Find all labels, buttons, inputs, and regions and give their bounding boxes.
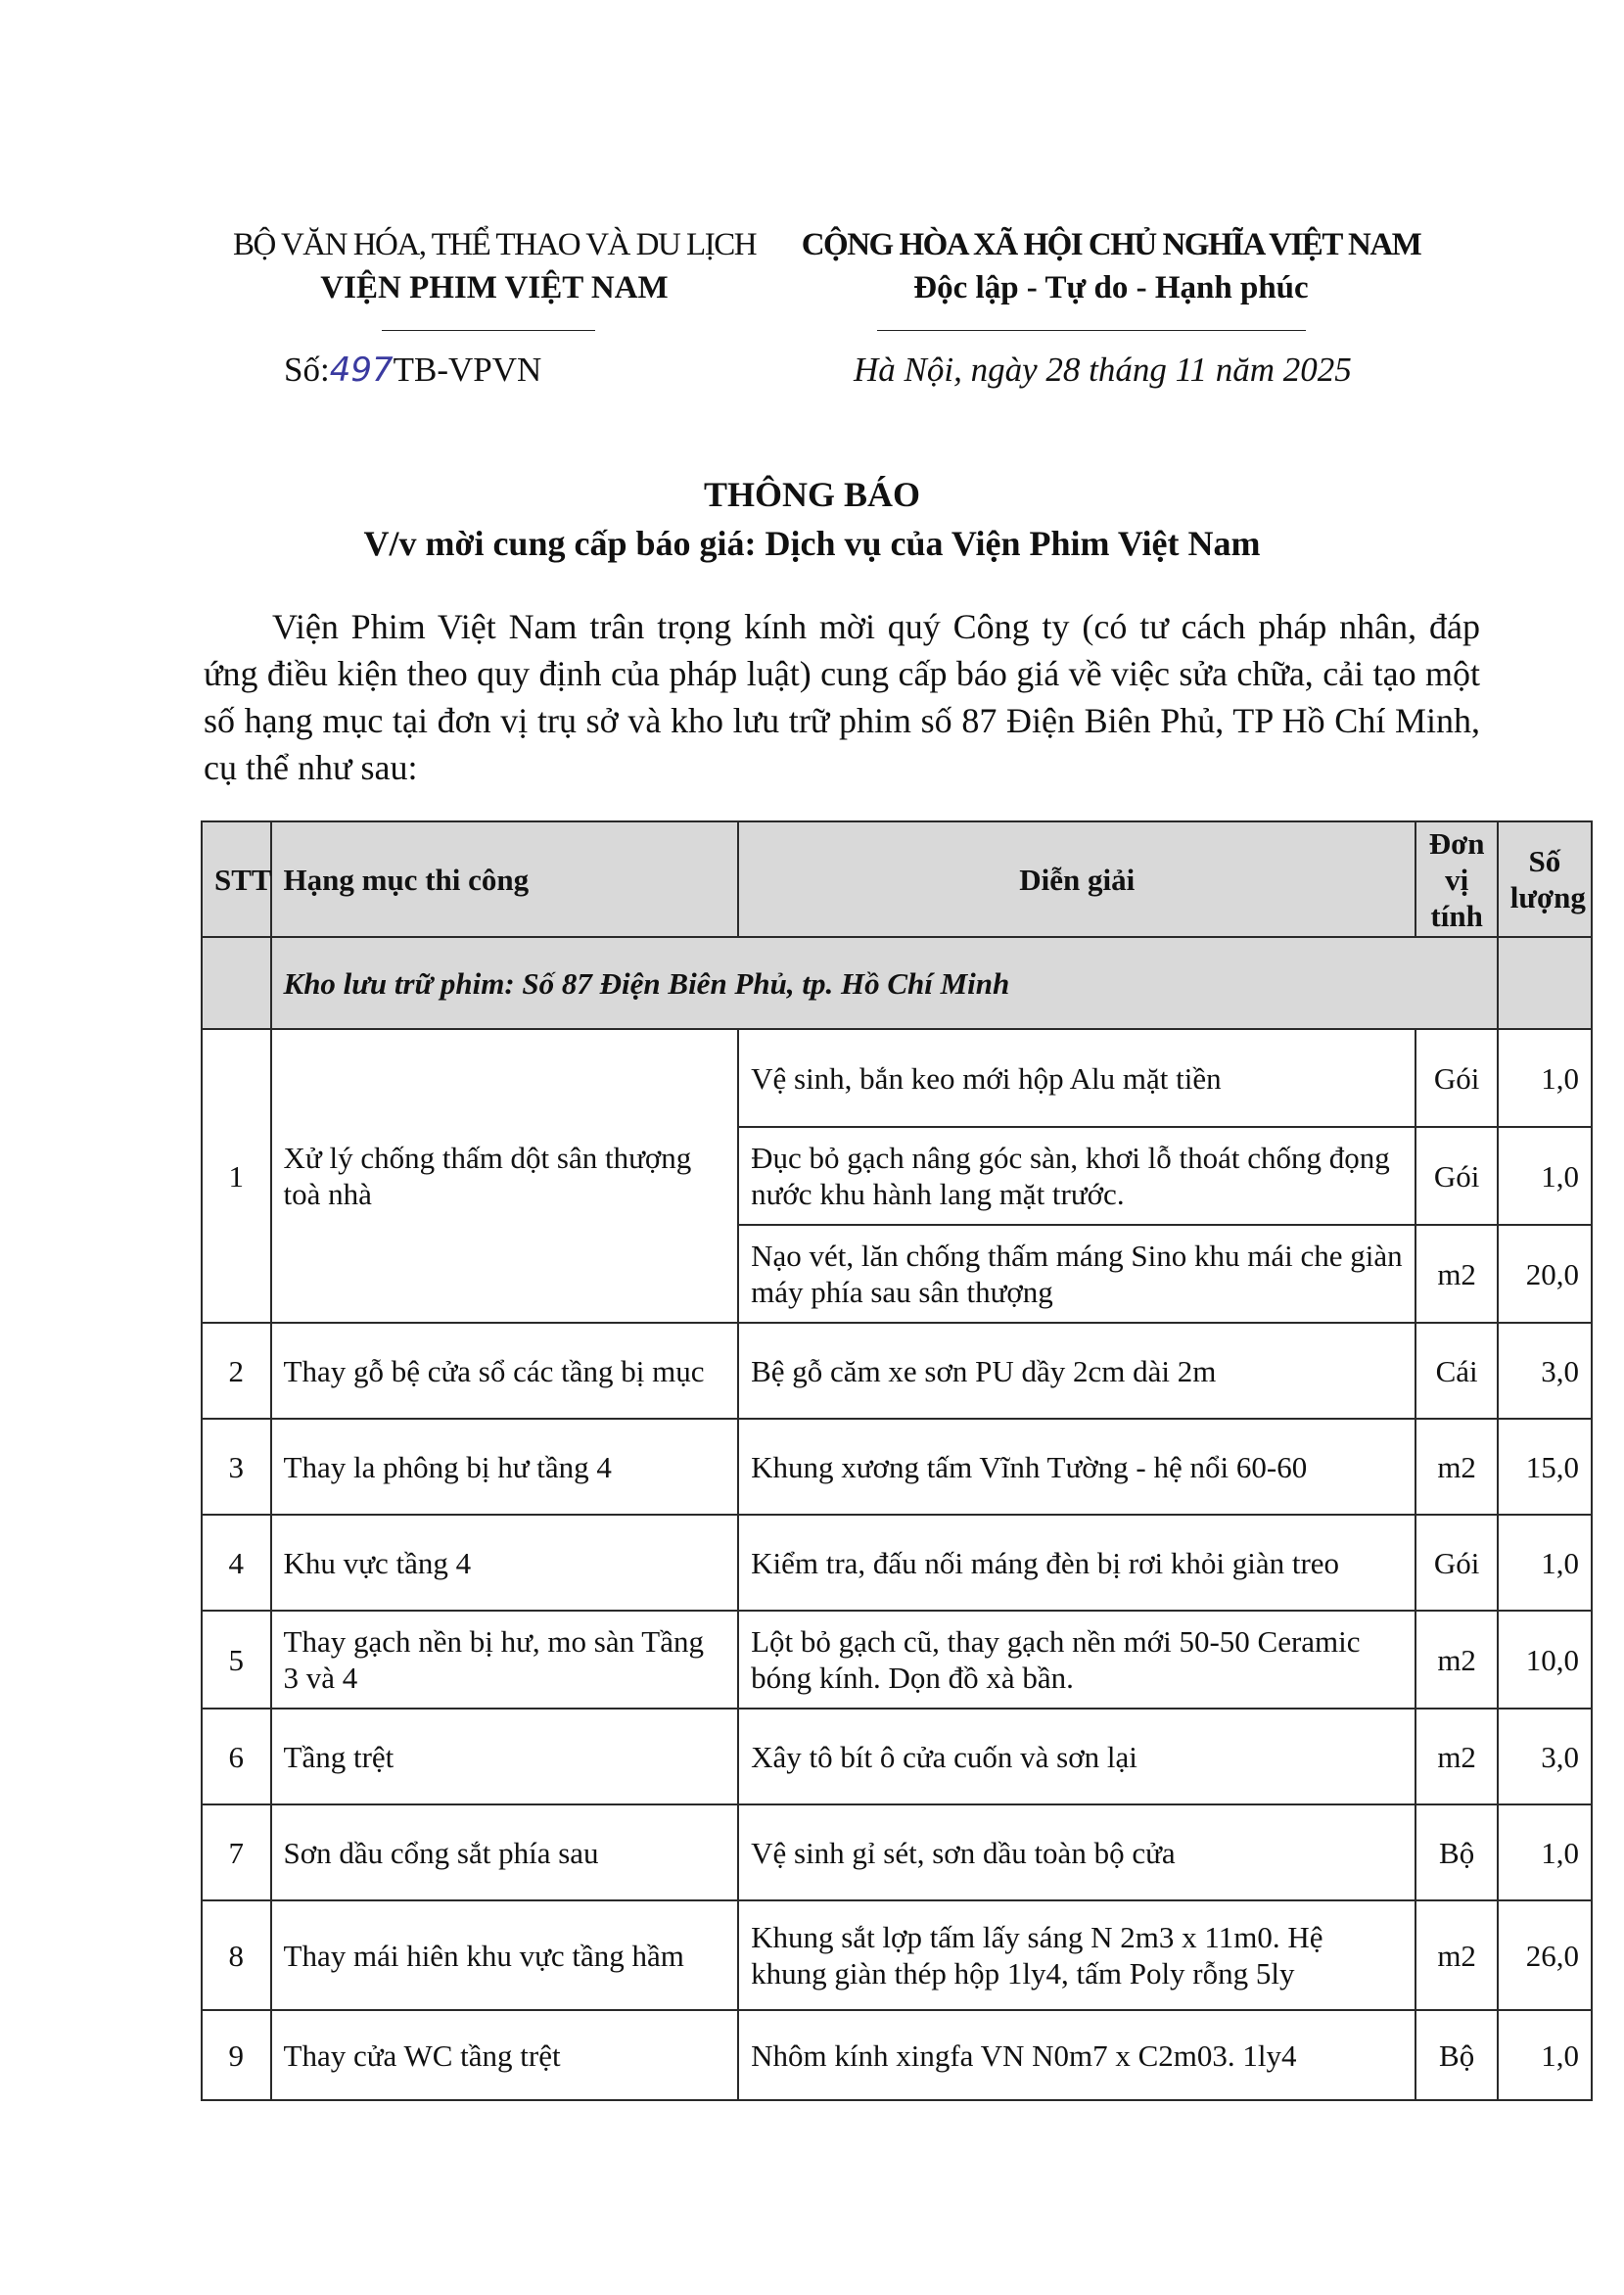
row-item: Thay mái hiên khu vực tầng hầm [271, 1900, 739, 2010]
row-qty: 3,0 [1498, 1323, 1592, 1419]
row-stt: 6 [202, 1709, 271, 1804]
row-unit: m2 [1415, 1419, 1497, 1515]
row-unit: m2 [1415, 1611, 1497, 1709]
header-left-rule [382, 330, 595, 331]
row-desc: Bệ gỗ căm xe sơn PU dầy 2cm dài 2m [738, 1323, 1415, 1419]
doc-number-prefix: Số: [284, 351, 330, 389]
row-qty: 1,0 [1498, 1515, 1592, 1611]
items-table [201, 820, 1593, 2101]
table-row [202, 1900, 1592, 2010]
row-qty: 3,0 [1498, 1709, 1592, 1804]
row-stt: 7 [202, 1804, 271, 1900]
row-desc: Vệ sinh gỉ sét, sơn dầu toàn bộ cửa [738, 1804, 1415, 1900]
table-row [202, 1611, 1592, 1709]
row-stt: 3 [202, 1419, 271, 1515]
row-stt: 9 [202, 2010, 271, 2100]
row-qty: 10,0 [1498, 1611, 1592, 1709]
table-header-row [202, 821, 1592, 937]
table-row [202, 2010, 1592, 2100]
intro-paragraph: Viện Phim Việt Nam trân trọng kính mời quý Công ty (có tư cách pháp nhân, đáp ứng điều kiện theo quy định của pháp luật) cung cấp báo giá về việc sửa chữa, cải tạo một số hạng mục tại đơn vị trụ sở và kho lưu trữ phim số 87 Điện Biên Phủ, TP Hồ Chí Minh, cụ thể như sau: [204, 607, 1480, 787]
institute-name: VIỆN PHIM VIỆT NAM [320, 270, 669, 305]
row-qty: 15,0 [1498, 1419, 1592, 1515]
row-qty: 1,0 [1498, 1804, 1592, 1900]
header-right [773, 223, 1449, 309]
row-item: Thay la phông bị hư tầng 4 [271, 1419, 739, 1515]
row-qty: 20,0 [1498, 1225, 1592, 1323]
table-row [202, 1029, 1592, 1127]
row-desc: Đục bỏ gạch nâng góc sàn, khơi lỗ thoát chống đọng nước khu hành lang mặt trước. [738, 1127, 1415, 1225]
row-item: Xử lý chống thấm dột sân thượng toà nhà [271, 1029, 739, 1323]
row-unit: Gói [1415, 1127, 1497, 1225]
header-desc: Diễn giải [738, 821, 1415, 937]
section-label: Kho lưu trữ phim: Số 87 Điện Biên Phủ, tp. Hồ Chí Minh [271, 937, 1498, 1029]
row-unit: Gói [1415, 1029, 1497, 1127]
row-item: Thay gỗ bệ cửa sổ các tầng bị mục [271, 1323, 739, 1419]
date-line: Hà Nội, ngày 28 tháng 11 năm 2025 [854, 351, 1352, 389]
table-row [202, 1804, 1592, 1900]
header-left [210, 223, 778, 309]
motto: Độc lập - Tự do - Hạnh phúc [913, 270, 1309, 305]
row-qty: 1,0 [1498, 1127, 1592, 1225]
row-desc: Nạo vét, lăn chống thấm máng Sino khu mái che giàn máy phía sau sân thượng [738, 1225, 1415, 1323]
row-item: Tầng trệt [271, 1709, 739, 1804]
row-stt: 1 [202, 1029, 271, 1323]
row-unit: Cái [1415, 1323, 1497, 1419]
row-stt: 8 [202, 1900, 271, 2010]
document-subtitle: V/v mời cung cấp báo giá: Dịch vụ của Viện Phim Việt Nam [363, 524, 1261, 563]
row-unit: m2 [1415, 1225, 1497, 1323]
row-desc: Vệ sinh, bắn keo mới hộp Alu mặt tiền [738, 1029, 1415, 1127]
row-stt: 4 [202, 1515, 271, 1611]
document-number [284, 348, 541, 393]
table-row [202, 1419, 1592, 1515]
header-unit: Đơn vị tính [1415, 821, 1497, 937]
row-unit: m2 [1415, 1709, 1497, 1804]
row-desc: Nhôm kính xingfa VN N0m7 x C2m03. 1ly4 [738, 2010, 1415, 2100]
header-qty: Số lượng [1498, 821, 1592, 937]
row-unit: Bộ [1415, 1804, 1497, 1900]
row-desc: Kiểm tra, đấu nối máng đèn bị rơi khỏi giàn treo [738, 1515, 1415, 1611]
row-unit: Bộ [1415, 2010, 1497, 2100]
row-item: Khu vực tầng 4 [271, 1515, 739, 1611]
republic-name: CỘNG HÒA XÃ HỘI CHỦ NGHĨA VIỆT NAM [801, 227, 1421, 262]
row-unit: m2 [1415, 1900, 1497, 2010]
doc-number-suffix: TB-VPVN [393, 351, 542, 389]
row-stt: 5 [202, 1611, 271, 1709]
row-stt: 2 [202, 1323, 271, 1419]
table-row [202, 1515, 1592, 1611]
header-stt: STT [202, 821, 271, 937]
row-desc: Khung sắt lợp tấm lấy sáng N 2m3 x 11m0. Hệ khung giàn thép hộp 1ly4, tấm Poly rỗng 5ly [738, 1900, 1415, 2010]
row-desc: Lột bỏ gạch cũ, thay gạch nền mới 50-50 Ceramic bóng kính. Dọn đồ xà bần. [738, 1611, 1415, 1709]
header-right-rule [877, 330, 1306, 331]
document-title: THÔNG BÁO [703, 475, 921, 514]
table-row [202, 1709, 1592, 1804]
row-qty: 26,0 [1498, 1900, 1592, 2010]
row-qty: 1,0 [1498, 1029, 1592, 1127]
row-item: Thay gạch nền bị hư, mo sàn Tầng 3 và 4 [271, 1611, 739, 1709]
row-unit: Gói [1415, 1515, 1497, 1611]
doc-number-handwritten: 497 [329, 351, 394, 390]
section-row [202, 937, 1592, 1029]
row-qty: 1,0 [1498, 2010, 1592, 2100]
header-item: Hạng mục thi công [271, 821, 739, 937]
table-row [202, 1323, 1592, 1419]
ministry-name: BỘ VĂN HÓA, THỂ THAO VÀ DU LỊCH [232, 227, 757, 262]
row-desc: Xây tô bít ô cửa cuốn và sơn lại [738, 1709, 1415, 1804]
row-desc: Khung xương tấm Vĩnh Tường - hệ nổi 60-60 [738, 1419, 1415, 1515]
row-item: Sơn dầu cổng sắt phía sau [271, 1804, 739, 1900]
row-item: Thay cửa WC tầng trệt [271, 2010, 739, 2100]
